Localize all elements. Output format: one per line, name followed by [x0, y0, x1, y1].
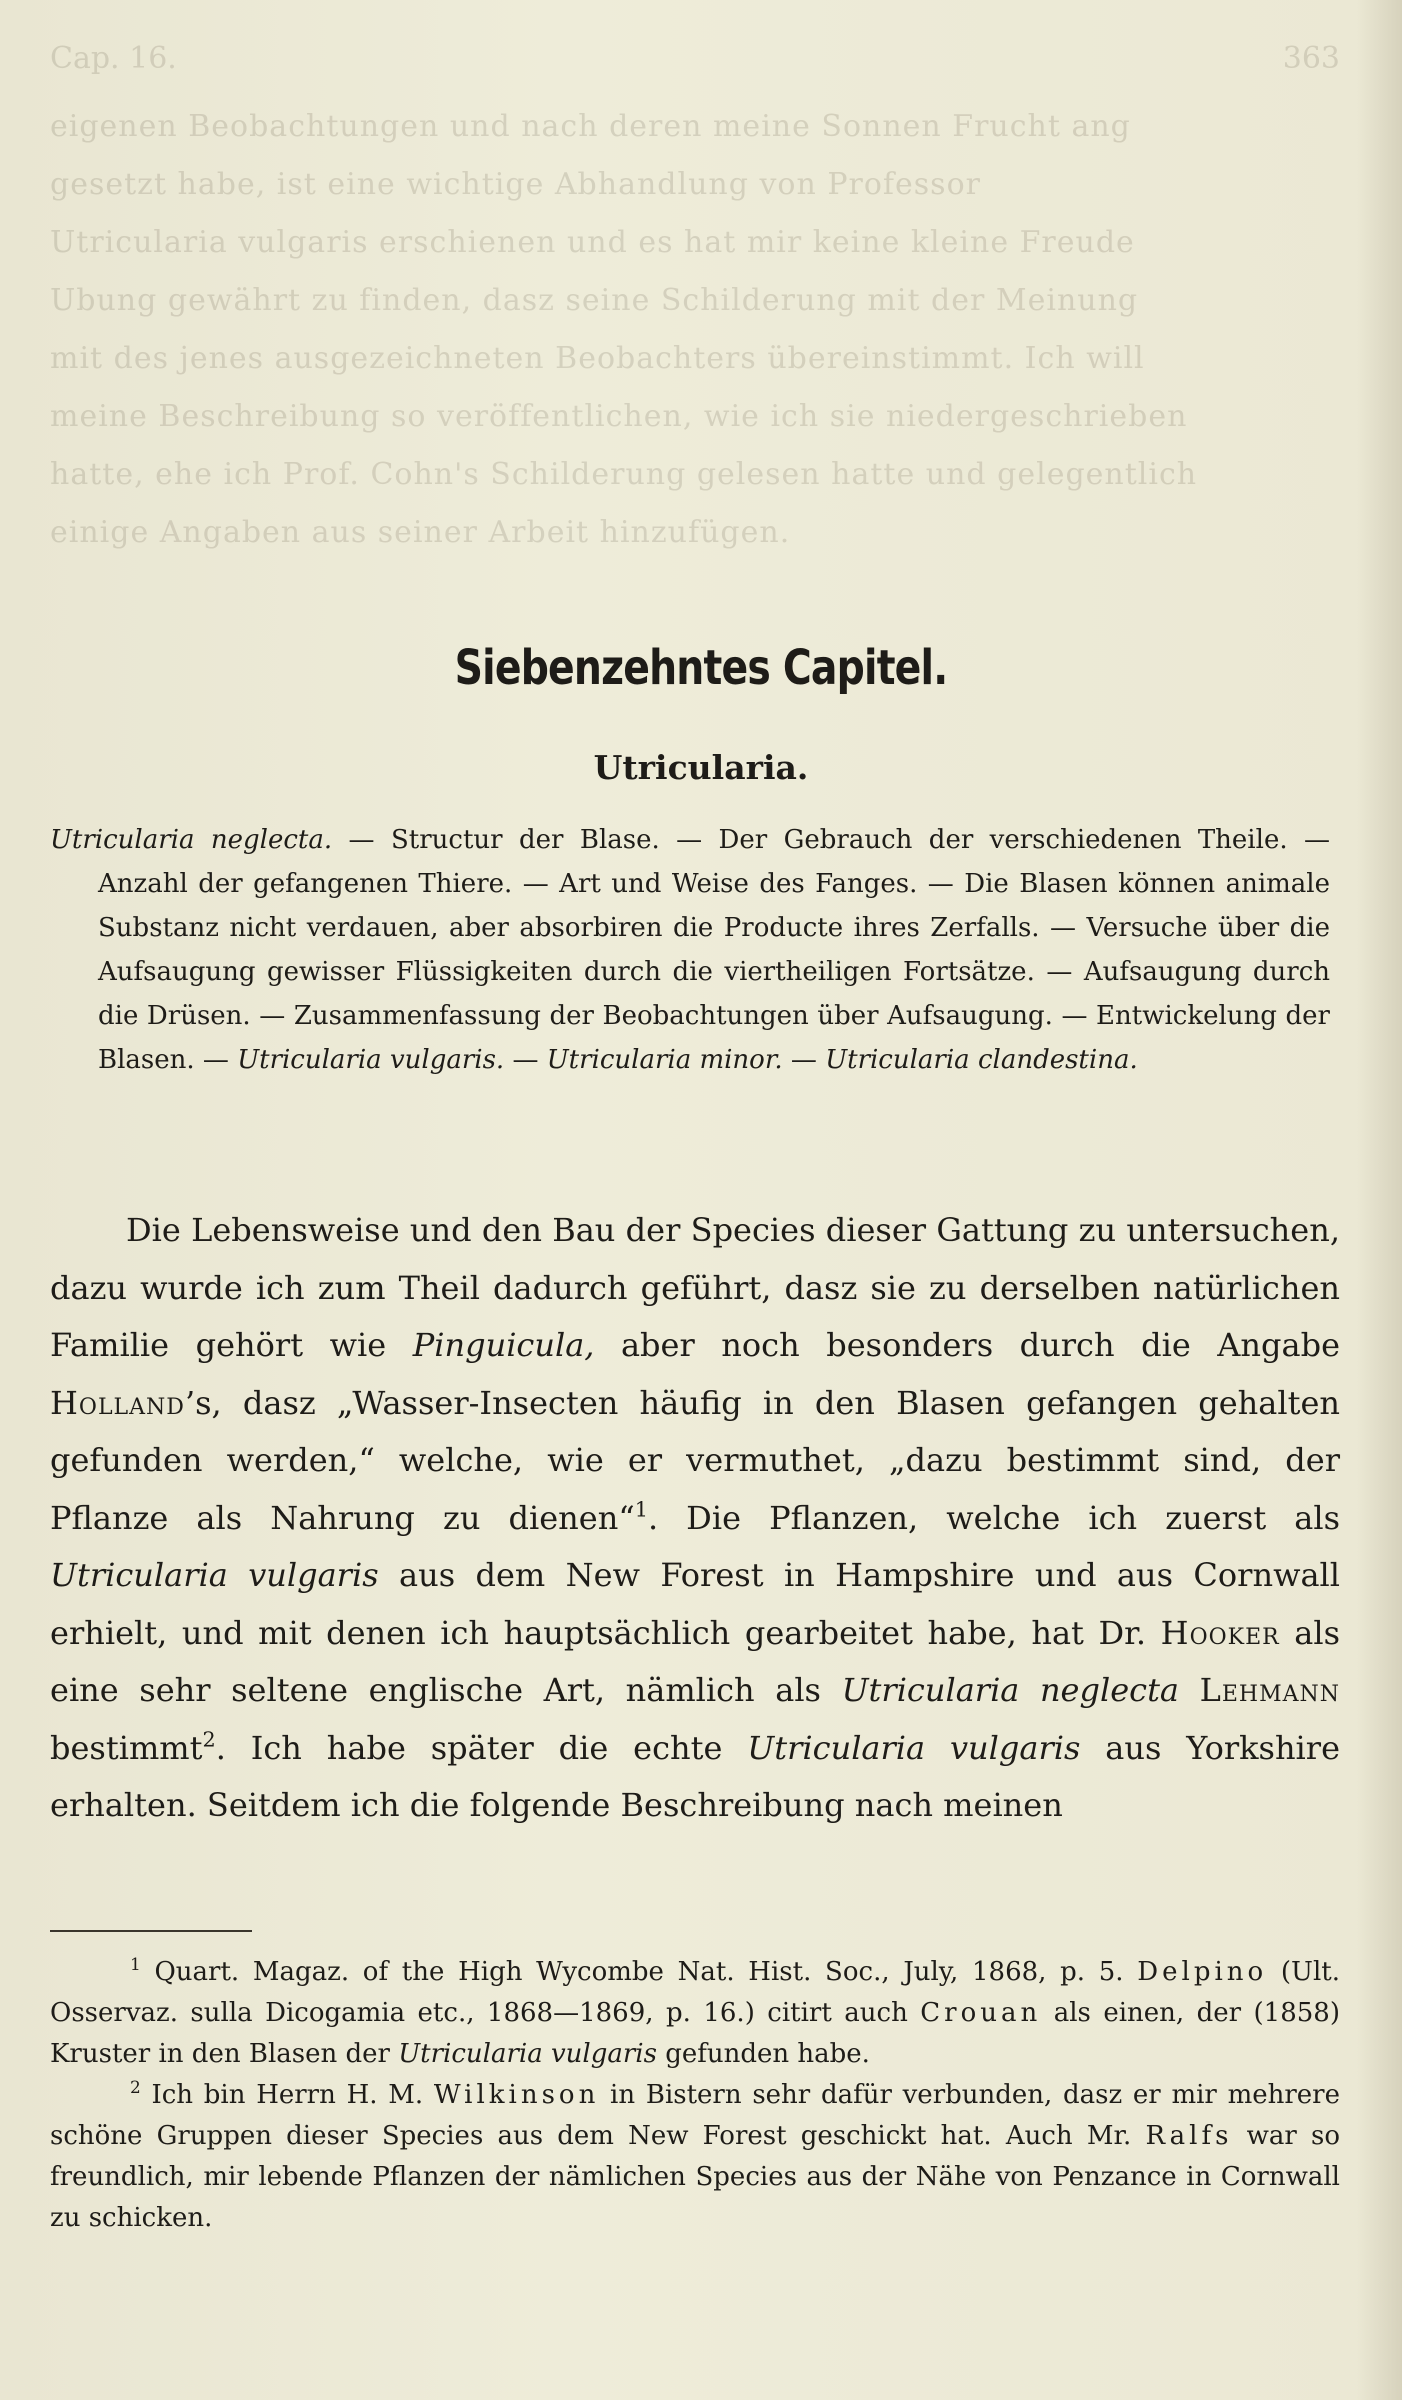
footnote-text: als einen, der (1858) Kruster in den Blasen der	[50, 1998, 1340, 2069]
body-text-run: aber noch besonders durch die Angabe	[594, 1326, 1340, 1364]
body-italic: Utricularia neglecta	[841, 1671, 1180, 1709]
footnote-ref[interactable]: 1	[634, 1497, 648, 1522]
bleed-through-line: Ubung gewährt zu finden, dasz seine Schilderung mit der Meinung	[50, 283, 1139, 318]
bleed-through-text	[50, 30, 1340, 562]
chapter-subtitle: Utricularia.	[593, 748, 809, 787]
body-italic: Utricularia vulgaris	[747, 1728, 1081, 1767]
summary-italic-title: Utricularia neglecta.	[50, 825, 333, 855]
summary-separator: —	[504, 1045, 547, 1075]
body-text-run: bestimmt	[50, 1728, 203, 1767]
bleed-through-line: meine Beschreibung so veröffentlichen, wie ich sie niedergeschrieben	[50, 399, 1188, 434]
footnote-text: gefunden habe.	[656, 2039, 870, 2069]
chapter-title: Siebenzehntes Capitel.	[454, 640, 948, 696]
footnote-2	[50, 2075, 1340, 2239]
summary-separator: —	[782, 1045, 826, 1075]
author-name: Lehmann	[1199, 1671, 1341, 1709]
footnote-text: Ich bin Herrn H. M.	[140, 2080, 434, 2110]
bleed-through-line: gesetzt habe, ist eine wichtige Abhandlung von Professor	[50, 167, 981, 202]
footnote-divider	[50, 1930, 252, 1932]
spaced-name: Ralfs	[1145, 2121, 1233, 2151]
summary-italic: Utricularia clandestina.	[825, 1045, 1138, 1075]
summary-paragraph	[50, 818, 1330, 1082]
author-name: Holland	[50, 1383, 185, 1422]
footnote-number: 2	[130, 2076, 141, 2097]
summary-text: — Structur der Blase. — Der Gebrauch der verschiedenen Theile. — Anzahl der gefangenen Thiere. — Art und Weise des Fanges. — Die Blasen können animale Substanz nicht verdauen, aber absorbiren die Producte ihres Zerfalls. — Versuche über die Aufsaugung gewisser Flüssigkeiten durch die viertheiligen Fortsätze. — Aufsaugung durch die Drüsen. — Zusammenfassung der Beobachtungen über Aufsaugung. — Entwickelung der Blasen. —	[98, 825, 1330, 1075]
body-text-run: . Die Pflanzen, welche ich zuerst als	[647, 1498, 1341, 1537]
page-gutter-shadow	[1356, 0, 1402, 2400]
body-italic: Utricularia vulgaris	[50, 1556, 379, 1594]
chapter-summary	[50, 818, 1330, 1082]
footnote-italic: Utricularia vulgaris	[398, 2039, 657, 2069]
spaced-name: Wilkinson	[433, 2080, 600, 2110]
body-paragraph	[50, 1202, 1340, 1835]
body-text-run: Die Lebensweise und den Bau der Species dieser Gattung zu untersuchen, dazu wurde ich zum Theil dadurch geführt, dasz sie zu derselben natürlichen Familie gehört wie	[50, 1211, 1340, 1364]
footnote-number: 1	[130, 1953, 141, 1974]
spaced-name: Crouan	[920, 1998, 1042, 2028]
body-italic: Pinguicula,	[412, 1326, 595, 1364]
spaced-name: Delpino	[1137, 1957, 1268, 1987]
author-name: Hooker	[1160, 1613, 1280, 1652]
bleed-through-line: Utricularia vulgaris erschienen und es hat mir keine kleine Freude	[50, 225, 1135, 260]
footnote-text: Quart. Magaz. of the High Wycombe Nat. Hist. Soc., July, 1868, p. 5.	[140, 1957, 1138, 1987]
bleed-through-header	[50, 30, 1340, 88]
summary-italic: Utricularia vulgaris.	[237, 1045, 505, 1075]
footnote-text: in Bistern sehr dafür verbunden, dasz er mir mehrere schöne Gruppen dieser Species aus dem New Forest geschickt hat. Auch Mr.	[50, 2080, 1340, 2151]
footnote-text: war so freundlich, mir lebende Pflanzen der nämlichen Species aus der Nähe von Penzance in Cornwall zu schicken.	[50, 2121, 1340, 2233]
footnote-text: (Ult. Osservaz. sulla Dicogamia etc., 1868—1869, p. 16.) citirt auch	[50, 1957, 1340, 2028]
body-text	[50, 1202, 1340, 1835]
bleed-through-header-left: Cap. 16.	[50, 41, 177, 76]
bleed-through-line: hatte, ehe ich Prof. Cohn's Schilderung gelesen hatte und gelegentlich	[50, 457, 1198, 492]
body-text-run: aus Yorkshire erhalten. Seitdem ich die folgende Beschreibung nach meinen	[50, 1728, 1341, 1824]
bleed-through-header-right: 363	[1282, 41, 1340, 76]
footnote-ref[interactable]: 2	[202, 1727, 216, 1752]
body-text-run: als eine sehr seltene englische Art, nämlich als	[50, 1613, 1341, 1709]
bleed-through-line: einige Angaben aus seiner Arbeit hinzufügen.	[50, 515, 791, 550]
bleed-through-line: mit des jenes ausgezeichneten Beobachters übereinstimmt. Ich will	[50, 341, 1145, 376]
footnotes	[50, 1952, 1340, 2239]
body-text-run	[1179, 1671, 1200, 1709]
body-text-run: ’s, dasz „Wasser-Insecten häufig in den Blasen gefangen gehalten gefunden werden,“ welche, wie er vermuthet, „dazu bestimmt sind, der Pflanze als Nahrung zu dienen“	[50, 1383, 1340, 1537]
body-text-run: . Ich habe später die echte	[215, 1728, 748, 1767]
bleed-through-line: eigenen Beobachtungen und nach deren meine Sonnen Frucht ang	[50, 109, 1131, 144]
summary-italic: Utricularia minor.	[546, 1045, 783, 1075]
footnote-1	[50, 1952, 1340, 2075]
body-text-run: aus dem New Forest in Hampshire und aus Cornwall erhielt, und mit denen ich hauptsächlich gearbeitet habe, hat Dr.	[50, 1556, 1340, 1652]
